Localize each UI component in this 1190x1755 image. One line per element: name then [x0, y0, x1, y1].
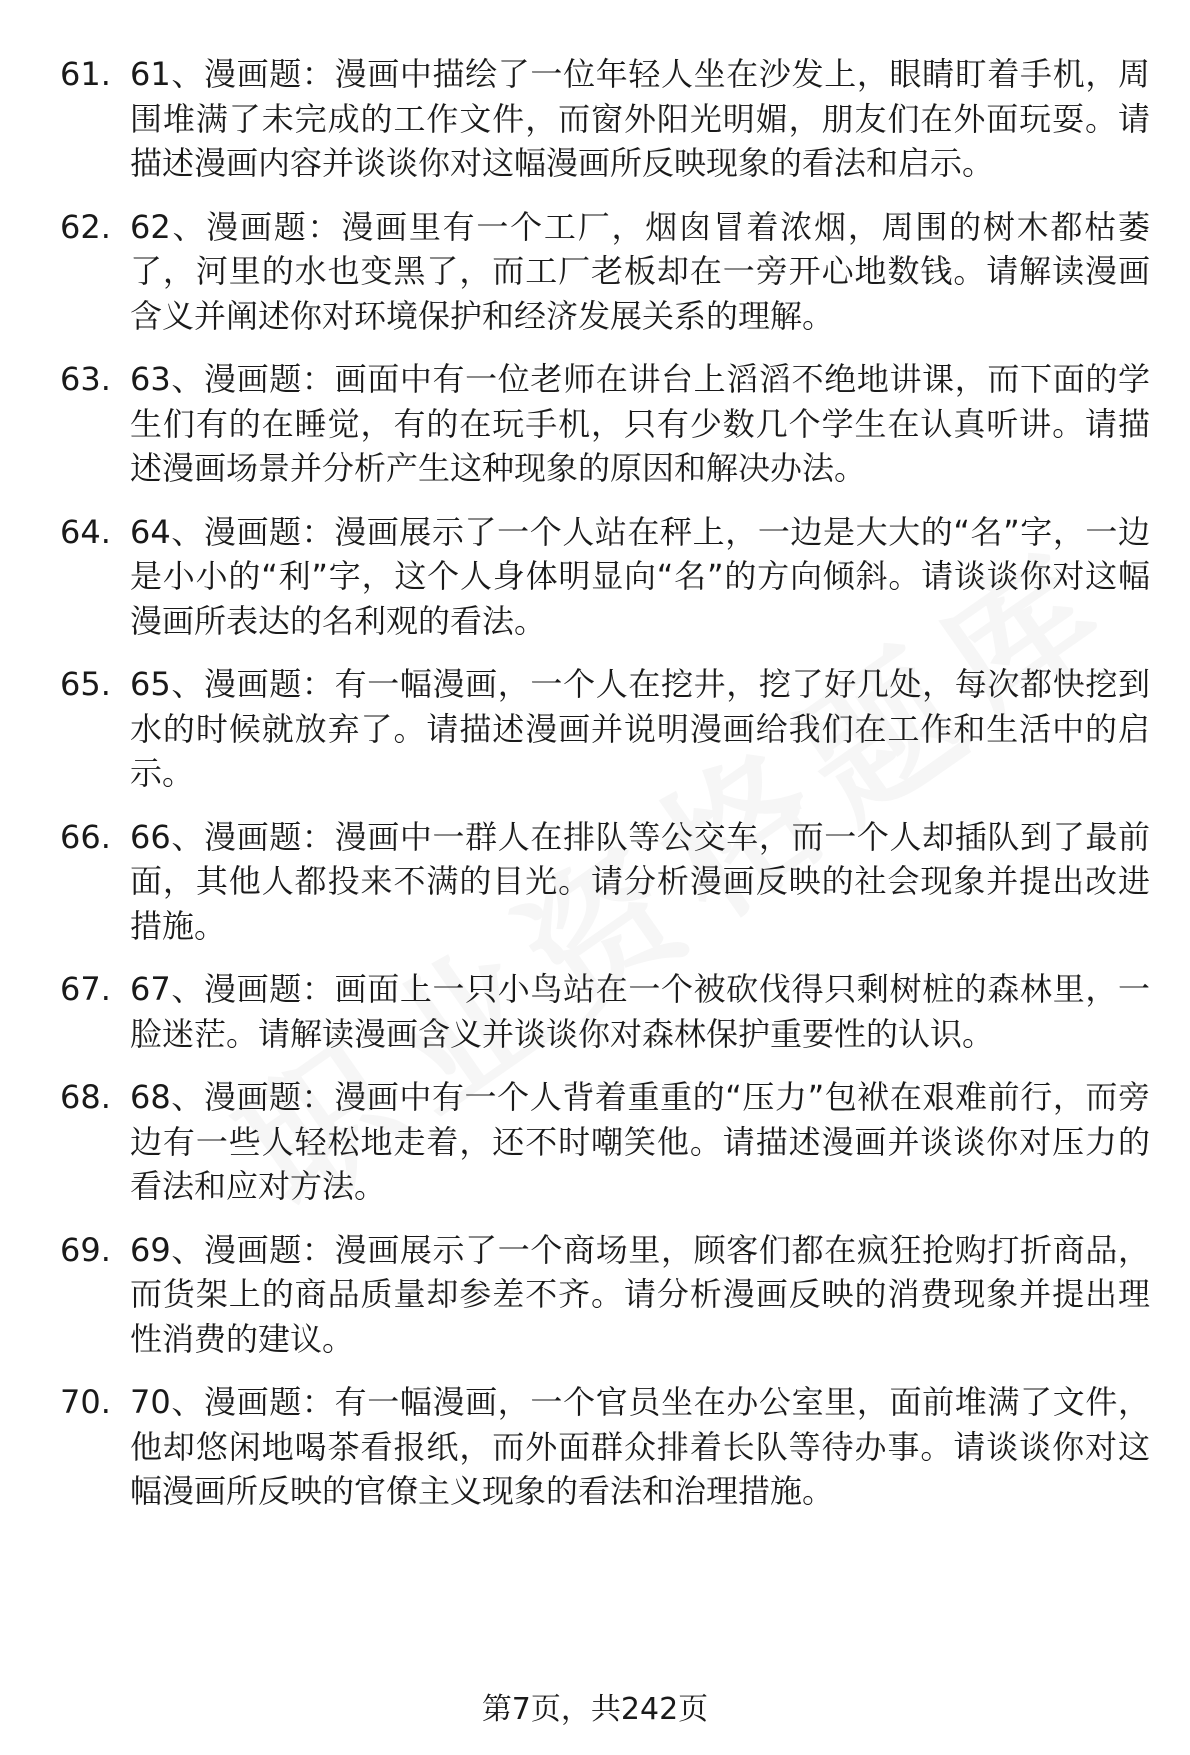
question-text: 63、漫画题：画面中有一位老师在讲台上滔滔不绝地讲课，而下面的学生们有的在睡觉，有的在玩手机，只有少数几个学生在认真听讲。请描述漫画场景并分析产生这种现象的原因和解决办法。 — [130, 360, 1150, 487]
question-item-69 — [60, 1228, 1150, 1362]
question-number: 63. — [60, 360, 111, 398]
question-text: 68、漫画题：漫画中有一个人背着重重的“压力”包袱在艰难前行，而旁边有一些人轻松地走着，还不时嘲笑他。请描述漫画并谈谈你对压力的看法和应对方法。 — [130, 1078, 1150, 1205]
question-item-66 — [60, 815, 1150, 949]
question-text: 69、漫画题：漫画展示了一个商场里，顾客们都在疯狂抢购打折商品，而货架上的商品质量却参差不齐。请分析漫画反映的消费现象并提出理性消费的建议。 — [130, 1230, 1150, 1358]
question-number: 65. — [60, 665, 111, 703]
page-footer: 第7页，共242页 — [481, 1692, 709, 1727]
question-number: 62. — [60, 207, 111, 246]
question-text: 67、漫画题：画面上一只小鸟站在一个被砍伐得只剩树桩的森林里，一脸迷茫。请解读漫画含义并谈谈你对森林保护重要性的认识。 — [130, 970, 1150, 1053]
question-item-61 — [60, 52, 1150, 186]
question-number: 64. — [60, 512, 111, 551]
question-item-68 — [60, 1075, 1150, 1209]
question-item-65 — [60, 662, 1150, 796]
question-text: 65、漫画题：有一幅漫画，一个人在挖井，挖了好几处，每次都快挖到水的时候就放弃了。请描述漫画并说明漫画给我们在工作和生活中的启示。 — [130, 665, 1150, 792]
question-number: 61. — [60, 55, 111, 93]
question-text: 61、漫画题：漫画中描绘了一位年轻人坐在沙发上，眼睛盯着手机，周围堆满了未完成的工作文件，而窗外阳光明媚，朋友们在外面玩耍。请描述漫画内容并谈谈你对这幅漫画所反映现象的看法和启示。 — [130, 55, 1150, 182]
question-number: 67. — [60, 970, 111, 1008]
question-item-70 — [60, 1380, 1150, 1514]
question-number: 69. — [60, 1230, 111, 1269]
question-number: 70. — [60, 1383, 111, 1421]
question-item-64 — [60, 510, 1150, 644]
question-text: 64、漫画题：漫画展示了一个人站在秤上，一边是大大的“名”字，一边是小小的“利”字，这个人身体明显向“名”的方向倾斜。请谈谈你对这幅漫画所表达的名利观的看法。 — [130, 512, 1150, 640]
question-item-62 — [60, 205, 1150, 339]
question-text: 66、漫画题：漫画中一群人在排队等公交车，而一个人却插队到了最前面，其他人都投来不满的目光。请分析漫画反映的社会现象并提出改进措施。 — [130, 817, 1150, 945]
question-text: 70、漫画题：有一幅漫画，一个官员坐在办公室里，面前堆满了文件，他却悠闲地喝茶看报纸，而外面群众排着长队等待办事。请谈谈你对这幅漫画所反映的官僚主义现象的看法和治理措施。 — [130, 1383, 1150, 1510]
question-number: 68. — [60, 1078, 111, 1116]
question-item-63 — [60, 357, 1150, 491]
question-text: 62、漫画题：漫画里有一个工厂，烟囱冒着浓烟，周围的树木都枯萎了，河里的水也变黑了，而工厂老板却在一旁开心地数钱。请解读漫画含义并阐述你对环境保护和经济发展关系的理解。 — [130, 207, 1150, 335]
question-list — [60, 52, 1150, 1533]
question-number: 66. — [60, 817, 111, 856]
question-item-67 — [60, 967, 1150, 1056]
